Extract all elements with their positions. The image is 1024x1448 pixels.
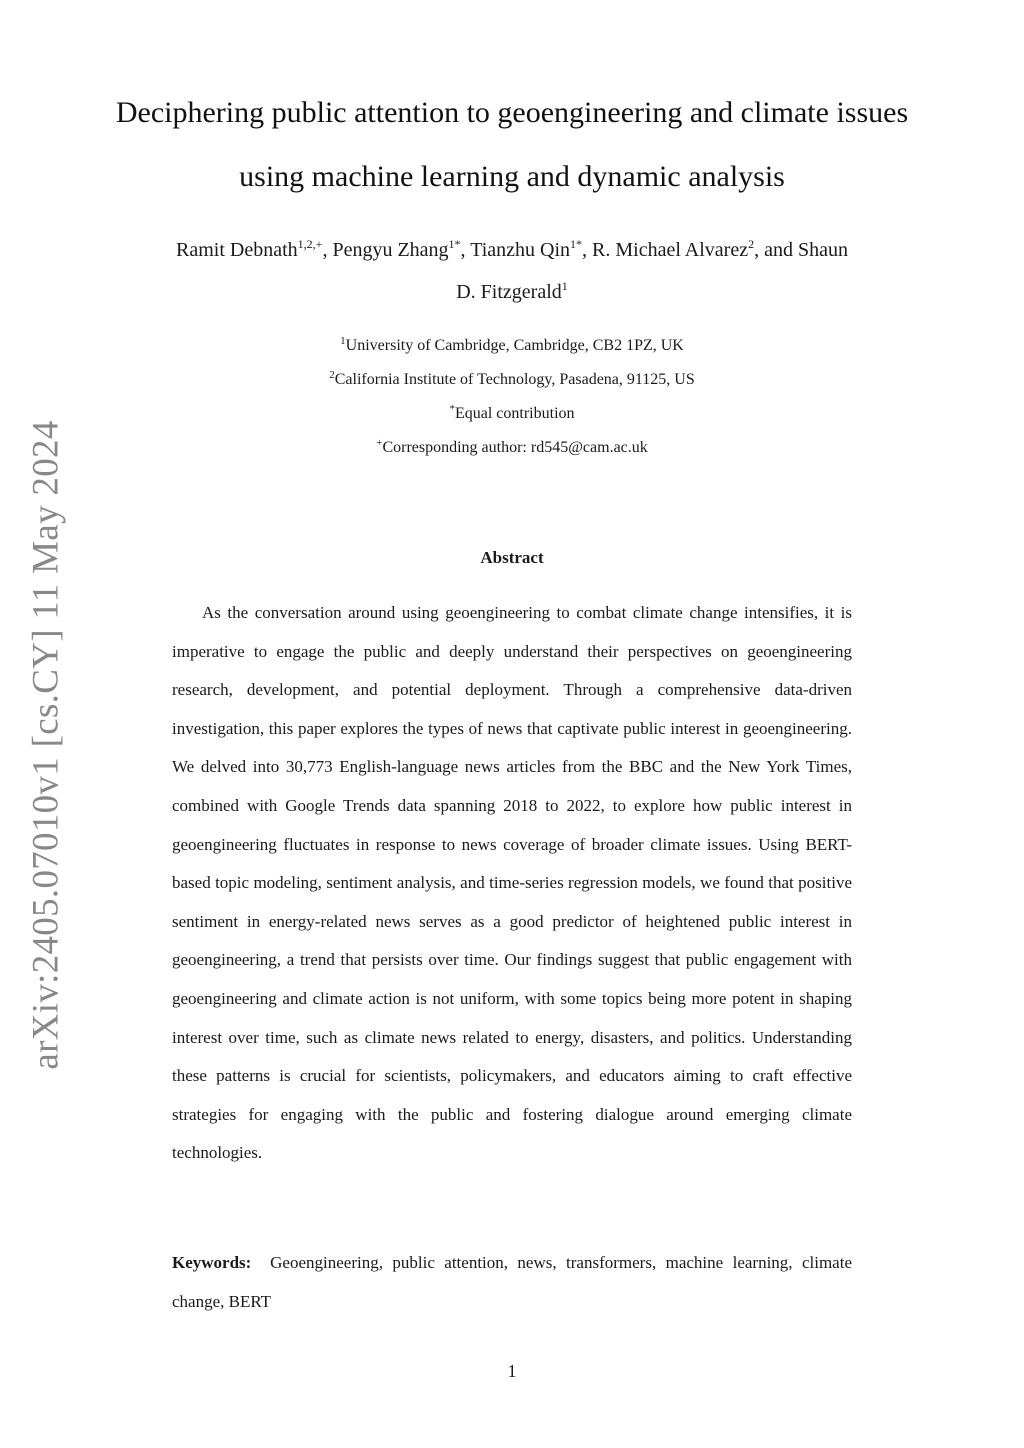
abstract-text: As the conversation around using geoengineering to combat climate change intensifies, it is imperative to engage the public and deeply understand their perspectives on geoengineering research, development, and potential deployment. Through a comprehensive data-driven investigation, this paper explores the types of news that captivate public interest in geoengineering. We delved into 30,773 English-language news articles from the BBC and the New York Times, combined with Google Trends data spanning 2018 to 2022, to explore how public interest in geoengineering fluctuates in response to news coverage of broader climate issues. Using BERT-based topic modeling, sentiment analysis, and time-series regression models, we found that positive sentiment in energy-related news serves as a good predictor of heightened public interest in geoengineering, a trend that persists over time. Our findings suggest that public engagement with geoengineering and climate action is not uniform, with some topics being more potent in shaping interest over time, such as climate news related to energy, disasters, and politics. Understanding these patterns is crucial for scientists, policymakers, and educators aiming to craft effective strategies for engaging with the public and fostering dialogue around emerging climate technologies. [172, 603, 852, 1163]
author-affiliation-marker: 2 [748, 237, 755, 251]
author-list-line-1 [100, 237, 924, 261]
abstract-heading: Abstract [480, 548, 544, 567]
affiliation-text: Equal contribution [454, 405, 575, 422]
affiliation-text: California Institute of Technology, Pasadena, 91125, US [334, 371, 695, 388]
affiliation-marker: * [449, 403, 455, 415]
arxiv-identifier: arXiv:2405.07010v1 [cs.CY] 11 May 2024 [25, 420, 67, 1070]
affiliation-marker: 2 [329, 369, 335, 381]
affiliation-marker: 1 [340, 335, 346, 347]
author-separator: , [460, 239, 471, 261]
affiliation-text: Corresponding author: rd545@cam.ac.uk [382, 439, 648, 456]
keywords-text: Geoengineering, public attention, news, transformers, machine learning, climate change, BERT [172, 1253, 853, 1311]
author-name: Tianzhu Qin [470, 239, 571, 261]
affiliation-text: University of Cambridge, Cambridge, CB2 1PZ, UK [345, 337, 684, 354]
affiliation-marker: + [376, 437, 383, 449]
corresponding-author-note [100, 437, 924, 456]
affiliation-1 [100, 335, 924, 354]
author-affiliation-marker: 1* [570, 237, 583, 251]
keywords-label: Keywords: [172, 1253, 252, 1272]
author-affiliation-marker: 1,2,+ [297, 237, 323, 251]
author-separator: , [582, 239, 593, 261]
paper-title-line-2: using machine learning and dynamic analysis [239, 160, 785, 193]
author-affiliation-marker: 1 [561, 279, 568, 293]
affiliation-2 [100, 369, 924, 388]
author-name: Pengyu Zhang [332, 239, 449, 261]
author-list-line-2 [100, 279, 924, 303]
keywords [172, 1244, 852, 1321]
paper-title-line-1: Deciphering public attention to geoengineering and climate issues [115, 96, 909, 129]
author-name: R. Michael Alvarez [592, 239, 749, 261]
author-name: Ramit Debnath [176, 239, 298, 261]
author-name: D. Fitzgerald [456, 281, 562, 303]
author-separator: , and Shaun [754, 239, 848, 261]
equal-contribution-note [100, 403, 924, 422]
page-number: 1 [507, 1361, 517, 1381]
author-affiliation-marker: 1* [448, 237, 461, 251]
author-separator: , [322, 239, 333, 261]
